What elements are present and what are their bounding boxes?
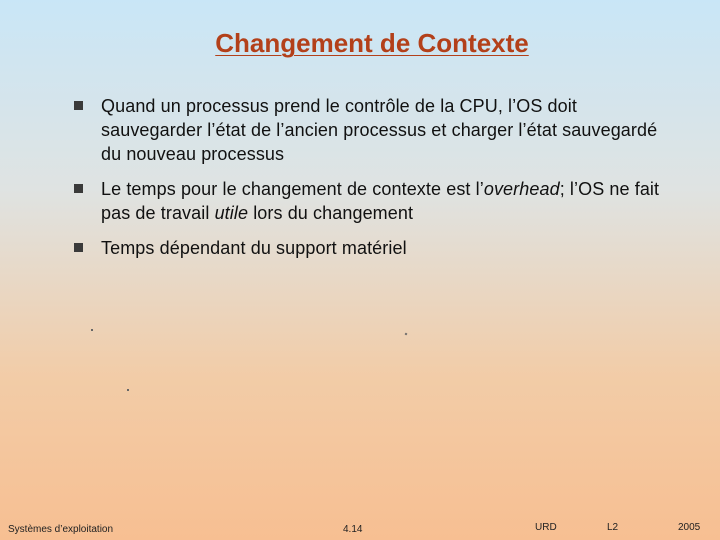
bullet-text: Le temps pour le changement de contexte est l’ [101, 179, 484, 199]
slide-title: Changement de Contexte [215, 28, 529, 58]
stray-dot [405, 333, 408, 336]
footer-org: URD [535, 522, 557, 533]
square-bullet-icon [74, 184, 83, 193]
bullet-text: Temps dépendant du support matériel [101, 238, 407, 258]
stray-dot [127, 389, 129, 391]
emphasis-utile: utile [214, 203, 249, 223]
footer-year: 2005 [678, 522, 701, 533]
bullet-item [74, 236, 674, 260]
emphasis-overhead: overhead [483, 179, 560, 199]
bullet-text: lors du changement [248, 203, 414, 223]
bullet-text: ; l’OS ne fait pas de travail [101, 179, 660, 223]
square-bullet-icon [74, 101, 83, 110]
bullet-item [74, 177, 674, 225]
bullet-text: Quand un processus prend le contrôle de la CPU, l’OS doit sauvegarder l’état de l’ancien processus et charger l’état sauvegardé du nouveau processus [101, 96, 658, 164]
bullet-list [74, 94, 674, 260]
bullet-item [74, 94, 674, 166]
stray-dot [91, 329, 93, 331]
footer-page-number: 4.14 [343, 524, 363, 535]
square-bullet-icon [74, 243, 83, 252]
footer-level: L2 [607, 522, 619, 533]
footer-course: Systèmes d’exploitation [8, 524, 114, 535]
